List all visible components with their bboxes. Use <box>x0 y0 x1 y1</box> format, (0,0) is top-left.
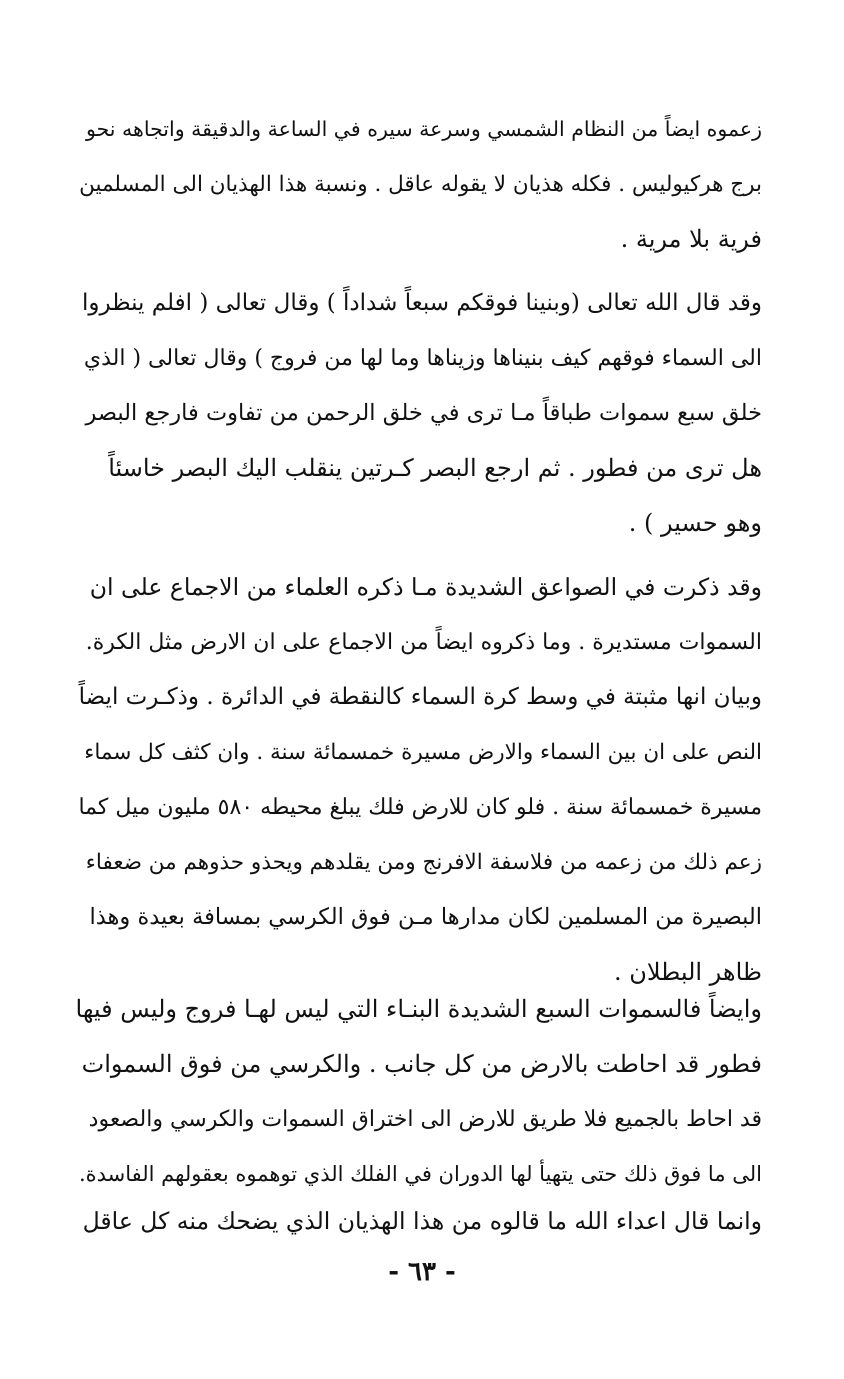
text-line: وقد قال الله تعالى (وبنينا فوقكم سبعاً شداداً ) وقال تعالى ( افلم ينظروا <box>82 290 762 316</box>
text-line: وايضاً فالسموات السبع الشديدة البنـاء التي ليس لهـا فروج وليس فيها <box>76 995 762 1023</box>
text-line: وانما قال اعداء الله ما قالوه من هذا الهذيان الذي يضحك منه كل عاقل <box>82 1207 762 1235</box>
text-line: السموات مستديرة . وما ذكروه ايضاً من الاجماع على ان الارض مثل الكرة. <box>85 630 762 655</box>
text-line: قد احاط بالجميع فلا طريق للارض الى اختراق السموات والكرسي والصعود <box>88 1107 762 1132</box>
text-line: البصيرة من المسلمين لكان مدارها مـن فوق الكرسي بمسافة بعيدة وهذا <box>89 904 762 930</box>
text-line: فطور قد احاطت بالارض من كل جانب . والكرسي من فوق السموات <box>81 1050 762 1078</box>
text-line: الى ما فوق ذلك حتى يتهيأ لها الدوران في الفلك الذي توهموه بعقولهم الفاسدة. <box>78 1162 762 1186</box>
paragraph-5 <box>76 1194 762 1249</box>
paragraph-2 <box>76 276 762 551</box>
text-line: خلق سبع سموات طباقاً مـا ترى في خلق الرحمن من تفاوت فارجع البصر <box>85 400 762 426</box>
text-line: ظاهر البطلان . <box>613 958 762 986</box>
paragraph-4 <box>76 982 762 1202</box>
text-line: النص على ان بين السماء والارض مسيرة خمسمائة سنة . وان كثف كل سماء <box>84 740 762 765</box>
text-line: الى السماء فوقهم كيف بنيناها وزيناها وما لها من فروج ) وقال تعالى ( الذي <box>83 346 762 371</box>
page-number: - ٦٣ - <box>388 1257 456 1287</box>
text-line: مسيرة خمسمائة سنة . فلو كان للارض فلك يبلغ محيطه ٥٨٠ مليون ميل كما <box>78 795 762 820</box>
text-line: وبيان انها مثبتة في وسط كرة السماء كالنقطة في الدائرة . وذكـرت ايضاً <box>78 684 762 710</box>
text-line: هل ترى من فطور . ثم ارجع البصر كـرتين ينقلب اليك البصر خاسئاً <box>108 454 762 482</box>
text-line: زعم ذلك من زعمه من فلاسفة الافرنج ومن يقلدهم ويحذو حذوهم من ضعفاء <box>85 850 762 875</box>
paragraph-3 <box>76 560 762 1000</box>
text-line: زعموه ايضاً من النظام الشمسي وسرعة سيره في الساعة والدقيقة واتجاهه نحو <box>85 117 762 141</box>
text-line: فرية بلا مرية . <box>620 225 762 253</box>
text-line: برج هركيوليس . فكله هذيان لا يقوله عاقل . ونسبة هذا الهذيان الى المسلمين <box>79 172 762 197</box>
text-line: وهو حسير ) . <box>628 509 762 537</box>
paragraph-1 <box>76 102 762 267</box>
text-line: وقد ذكرت في الصواعق الشديدة مـا ذكره العلماء من الاجماع على ان <box>89 573 762 601</box>
